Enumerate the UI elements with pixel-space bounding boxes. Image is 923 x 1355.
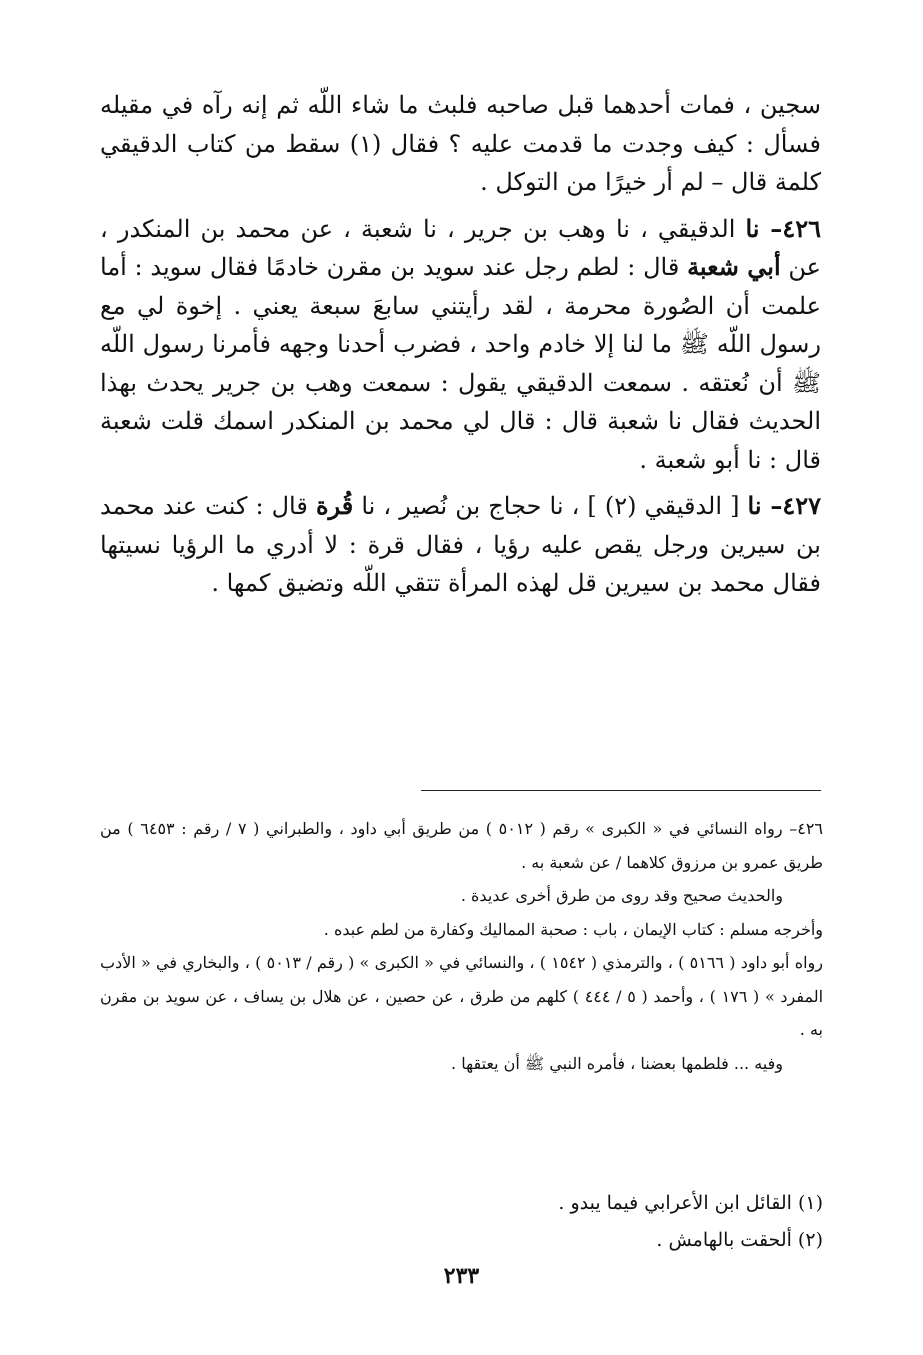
hadith-text-rest: قال : لطم رجل عند سويد بن مقرن خادمًا فقال سويد : أما علمت أن الصُورة محرمة ، لقد رأيتني سابعَ سبعة يعني . إخوة لي مع رسول اللّه ﷺ ما لنا إلا خادم واحد ، فضرب أحدنا وجهه فأمرنا رسول اللّه ﷺ أن نُعتقه . سمعت الدقيقي يقول : سمعت وهب بن جرير يحدث بهذا الحديث فقال نا شعبة قال : قال لي محمد بن المنكدر اسمك قلت شعبة قال : نا أبو شعبة . (100, 253, 821, 474)
hadith-427 (100, 487, 821, 603)
footnote-1: (١) القائل ابن الأعرابي فيما يبدو . (558, 1192, 823, 1214)
hadith-number: ٤٢٦– نا (745, 213, 821, 243)
hadith-text-start: الدقيقي ، نا وهب بن جرير ، نا شعبة ، عن محمد بن المنكدر ، عن (100, 214, 821, 281)
takhrij-notes (100, 812, 823, 1080)
main-text (100, 86, 821, 611)
narrator-name: أبي شعبة (687, 252, 781, 281)
page-number: ٢٣٣ (443, 1263, 480, 1289)
hadith-text-rest: قال : كنت عند محمد بن سيرين ورجل يقص عليه رؤيا ، فقال قرة : لا أدري ما الرؤيا نسيتها فقال محمد بن سيرين قل لهذه المرأة تتقي اللّه وتضيق كمها . (100, 492, 821, 597)
note-line: والحديث صحيح وقد روى من طرق أخرى عديدة . (460, 886, 783, 905)
narrator-name: قُرة (315, 491, 354, 520)
note-line: ٤٢٦– رواه النسائي في « الكبرى » رقم ( ٥٠١٢ ) من طريق أبي داود ، والطبراني ( ٧ / رقم : ٦٤٥٣ ) من طريق عمرو بن مرزوق كلاهما / عن شعبة به . (100, 819, 823, 872)
intro-paragraph: سجين ، فمات أحدهما قبل صاحبه فلبث ما شاء اللّه ثم إنه رآه في مقيله فسأل : كيف وجدت ما قدمت عليه ؟ فقال (١) سقط من كتاب الدقيقي كلمة قال – لم أر خيرًا من التوكل . (100, 91, 821, 196)
hadith-426 (100, 210, 821, 480)
hadith-text-start: [ الدقيقي (٢) ] ، نا حجاج بن نُصير ، نا (361, 492, 740, 520)
note-line: وفيه ... فلطمها بعضنا ، فأمره النبي ﷺ أن يعتقها . (451, 1053, 783, 1073)
hadith-number: ٤٢٧– نا (747, 491, 822, 520)
footnote-divider (421, 790, 821, 791)
note-line: رواه أبو داود ( ٥١٦٦ ) ، والترمذي ( ١٥٤٢ ) ، والنسائي في « الكبرى » ( رقم / ٥٠١٣ ) ، والبخاري في « الأدب المفرد » ( ١٧٦ ) ، وأحمد ( ٥ / ٤٤٤ ) كلهم من طرق ، عن حصين ، عن هلال بن يساف ، عن سويد بن مقرن به . (100, 953, 824, 1039)
note-line: وأخرجه مسلم : كتاب الإيمان ، باب : صحبة المماليك وكفارة من لطم عبده . (323, 919, 823, 939)
footnotes (100, 1185, 823, 1259)
footnote-2: (٢) ألحقت بالهامش . (656, 1229, 823, 1251)
